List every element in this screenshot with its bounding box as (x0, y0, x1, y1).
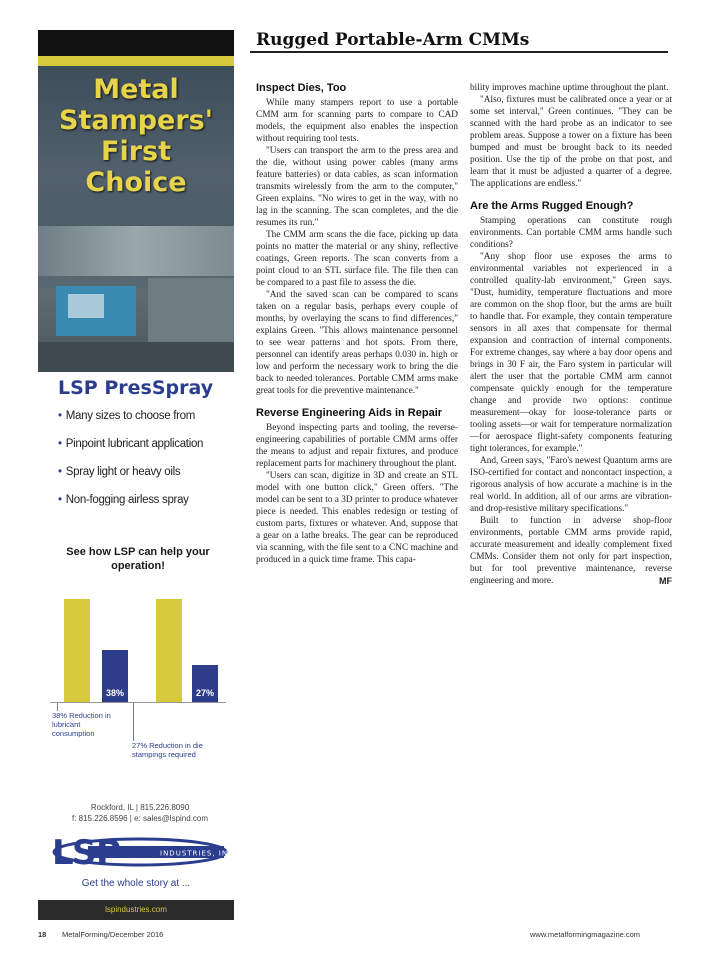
ad-slogan (38, 74, 234, 198)
article-paragraph: bility improves machine uptime throughout the plant. (470, 83, 669, 93)
slogan-line: First (101, 136, 171, 167)
contact-line: f: 815.226.8596 | e: sales@lspind.com (71, 814, 209, 823)
slogan-line: Stampers' (59, 105, 213, 136)
ad-website-band[interactable]: lspindustries.com (38, 900, 234, 920)
bullet-icon: • (58, 494, 62, 506)
chart-axis (50, 702, 226, 703)
chart-note: 27% Reduction in die stampings required (132, 741, 203, 759)
svg-text:INDUSTRIES, INC.: INDUSTRIES, INC. (160, 849, 238, 858)
article-paragraph: "And the saved scan can be compared to scans taken on a regular basis, perhaps every couple of months, by overlaying the scans to find differences," explains Green. "This allows maintenance personnel to see wear patterns and hot spots. From there, personnel can identify areas perhaps 0.030 in. high or low and perform the necessary work to bring the die back to needed tolerances. Portable CMM arms make great tools for die preventive maintenance." (256, 290, 458, 396)
footer-page-number: 18 (38, 930, 47, 939)
ad-yellow-band (38, 56, 234, 66)
article-paragraph: And, Green says, "Faro's newest Quantum arms are ISO-certified for contact and noncontact inspection, a rigorous analysis of how accurate a machine is in the real world. In addition, all of our arms are vibration- and drop-resistive military specifications." (470, 456, 672, 514)
slogan-line: Metal (93, 74, 179, 105)
feature-text: Many sizes to choose from (65, 410, 196, 422)
note-leader-line (133, 703, 134, 741)
press-machine-shape (38, 226, 234, 276)
article-paragraph: "Any shop floor use exposes the arms to environmental variables not experienced in a controlled quality-lab environment," Green says. "Dust, humidity, temperature fluctuations and more are common on the shop floor, but the arms are built to handle that. For example, they contain temperature sensors in all axes that compensate for thermal expansion and contraction of internal components. For extreme changes, say where a bay door opens and brings in 30 F air, the Faro system in particular will alert the user that the portable CMM arm cannot compensate quickly enough for the temperature change and provide two options: continue measurement—okay for loose-tolerance parts or tooling assets—or wait for temperature normalization—for aerospace flight-safety components featuring tight tolerances, for example." (470, 252, 672, 454)
svg-text:L: L (52, 833, 74, 873)
article-paragraph (470, 515, 672, 587)
press-machine-shape (68, 294, 104, 318)
section-gap (470, 190, 672, 200)
press-machine-shape (148, 278, 234, 348)
end-of-article-mark: MF (659, 576, 672, 586)
chart-bar-baseline (156, 599, 182, 702)
note-leader-line (57, 703, 58, 711)
contact-line: Rockford, IL | 815.226.8090 (90, 803, 190, 812)
ad-bar-chart (50, 582, 226, 702)
bullet-icon: • (58, 438, 62, 450)
bullet-icon: • (58, 410, 62, 422)
headline-rule (250, 51, 668, 53)
section-subhead: Reverse Engineering Aids in Repair (256, 407, 443, 419)
article-paragraph: "Users can transport the arm to the press area and the die, without using power cables (many arms feature batteries) or data cables, as scan information transmits wirelessly from the arm to the computer," Green explains. "No wires to get in the way, with no lag in the scanning. The scan completes, and the die resumes its run." (256, 146, 458, 228)
article-paragraph: The CMM arm scans the die face, picking up data points no matter the material or any shiny, reflective coatings, Green reports. The scan converts from a point cloud to an STL surface file. The file then can be compared to a past file to assess the die. (256, 230, 458, 288)
bullet-icon: • (58, 466, 62, 478)
chart-note: 38% Reduction in lubricant consumption (52, 711, 111, 738)
feature-text: Spray light or heavy oils (65, 466, 181, 478)
footer-website[interactable]: www.metalformingmagazine.com (530, 930, 641, 939)
ad-brand-name: LSP PresSpray (58, 377, 214, 399)
ad-call-to-action: See how LSP can help your operation! (66, 546, 210, 572)
lsp-logo (48, 830, 238, 873)
ad-story-link[interactable]: Get the whole story at ... (81, 878, 191, 889)
ad-contact-info (46, 802, 234, 824)
chart-data-label: 38% (106, 688, 125, 698)
article-paragraph: Beyond inspecting parts and tooling, the reverse-engineering capabilities of portable CMM arms offer the means to adjust and repair fixtures, and produce replacement parts for machinery throughout the plant. (256, 423, 458, 469)
article-paragraph: "Users can scan, digitize in 3D and create an STL model with one button click," Green offers. "The model can be sent to a 3D printer to produce whatever piece is needed. This enables redesign or testing of custom parts, fixtures or whatever. And, suppose that a gear on a lathe breaks. The gear can be reproduced via scanning, with the file sent to a CNC machine and produced in a quick time frame. This capa- (256, 471, 458, 565)
feature-text: Pinpoint lubricant application (65, 438, 204, 450)
ad-feature-item (58, 438, 234, 450)
article-column-2 (470, 82, 672, 587)
ad-top-band (38, 30, 234, 56)
article-column-1 (256, 82, 458, 566)
ad-feature-item (58, 410, 234, 422)
footer-publication: MetalForming/December 2016 (62, 930, 164, 939)
press-machine-shape (38, 342, 234, 372)
section-subhead: Are the Arms Rugged Enough? (470, 200, 634, 212)
chart-bar-baseline (64, 599, 90, 702)
ad-feature-item (58, 466, 234, 478)
slogan-line: Choice (85, 167, 187, 198)
article-paragraph: "Also, fixtures must be calibrated once a year or at some set interval," Green continues. "They can be scanned with the hard probe as an indicator to see problem areas. Suppose a tower on a fixture has been bumped and must be brought back to its needed position. Use the tip of the probe on that post, and learn that it must be adjusted a quarter of a degree. The applications are endless." (470, 95, 672, 189)
svg-text:S: S (72, 833, 97, 873)
chart-data-label: 27% (196, 688, 215, 698)
article-paragraph: While many stampers report to use a portable CMM arm for scanning parts to compare to CAD models, the equipment also enables the inspection without requiring tool tests. (256, 98, 458, 144)
feature-text: Non-fogging airless spray (65, 494, 189, 506)
svg-text:P: P (96, 833, 121, 873)
article-headline: Rugged Portable-Arm CMMs (256, 30, 530, 50)
paragraph-text: Built to function in adverse shop-floor environments, portable CMM arms provide rapid, accurate measurement and ideally complement fixed CMMs. Consider them not only for part inspection, but for tool preventive maintenance, reverse engineering and more. (470, 516, 672, 586)
section-gap (256, 397, 458, 407)
section-subhead: Inspect Dies, Too (256, 82, 347, 94)
ad-feature-item (58, 494, 234, 506)
article-paragraph: Stamping operations can constitute rough environments. Can portable CMM arms handle such conditions? (470, 216, 672, 250)
